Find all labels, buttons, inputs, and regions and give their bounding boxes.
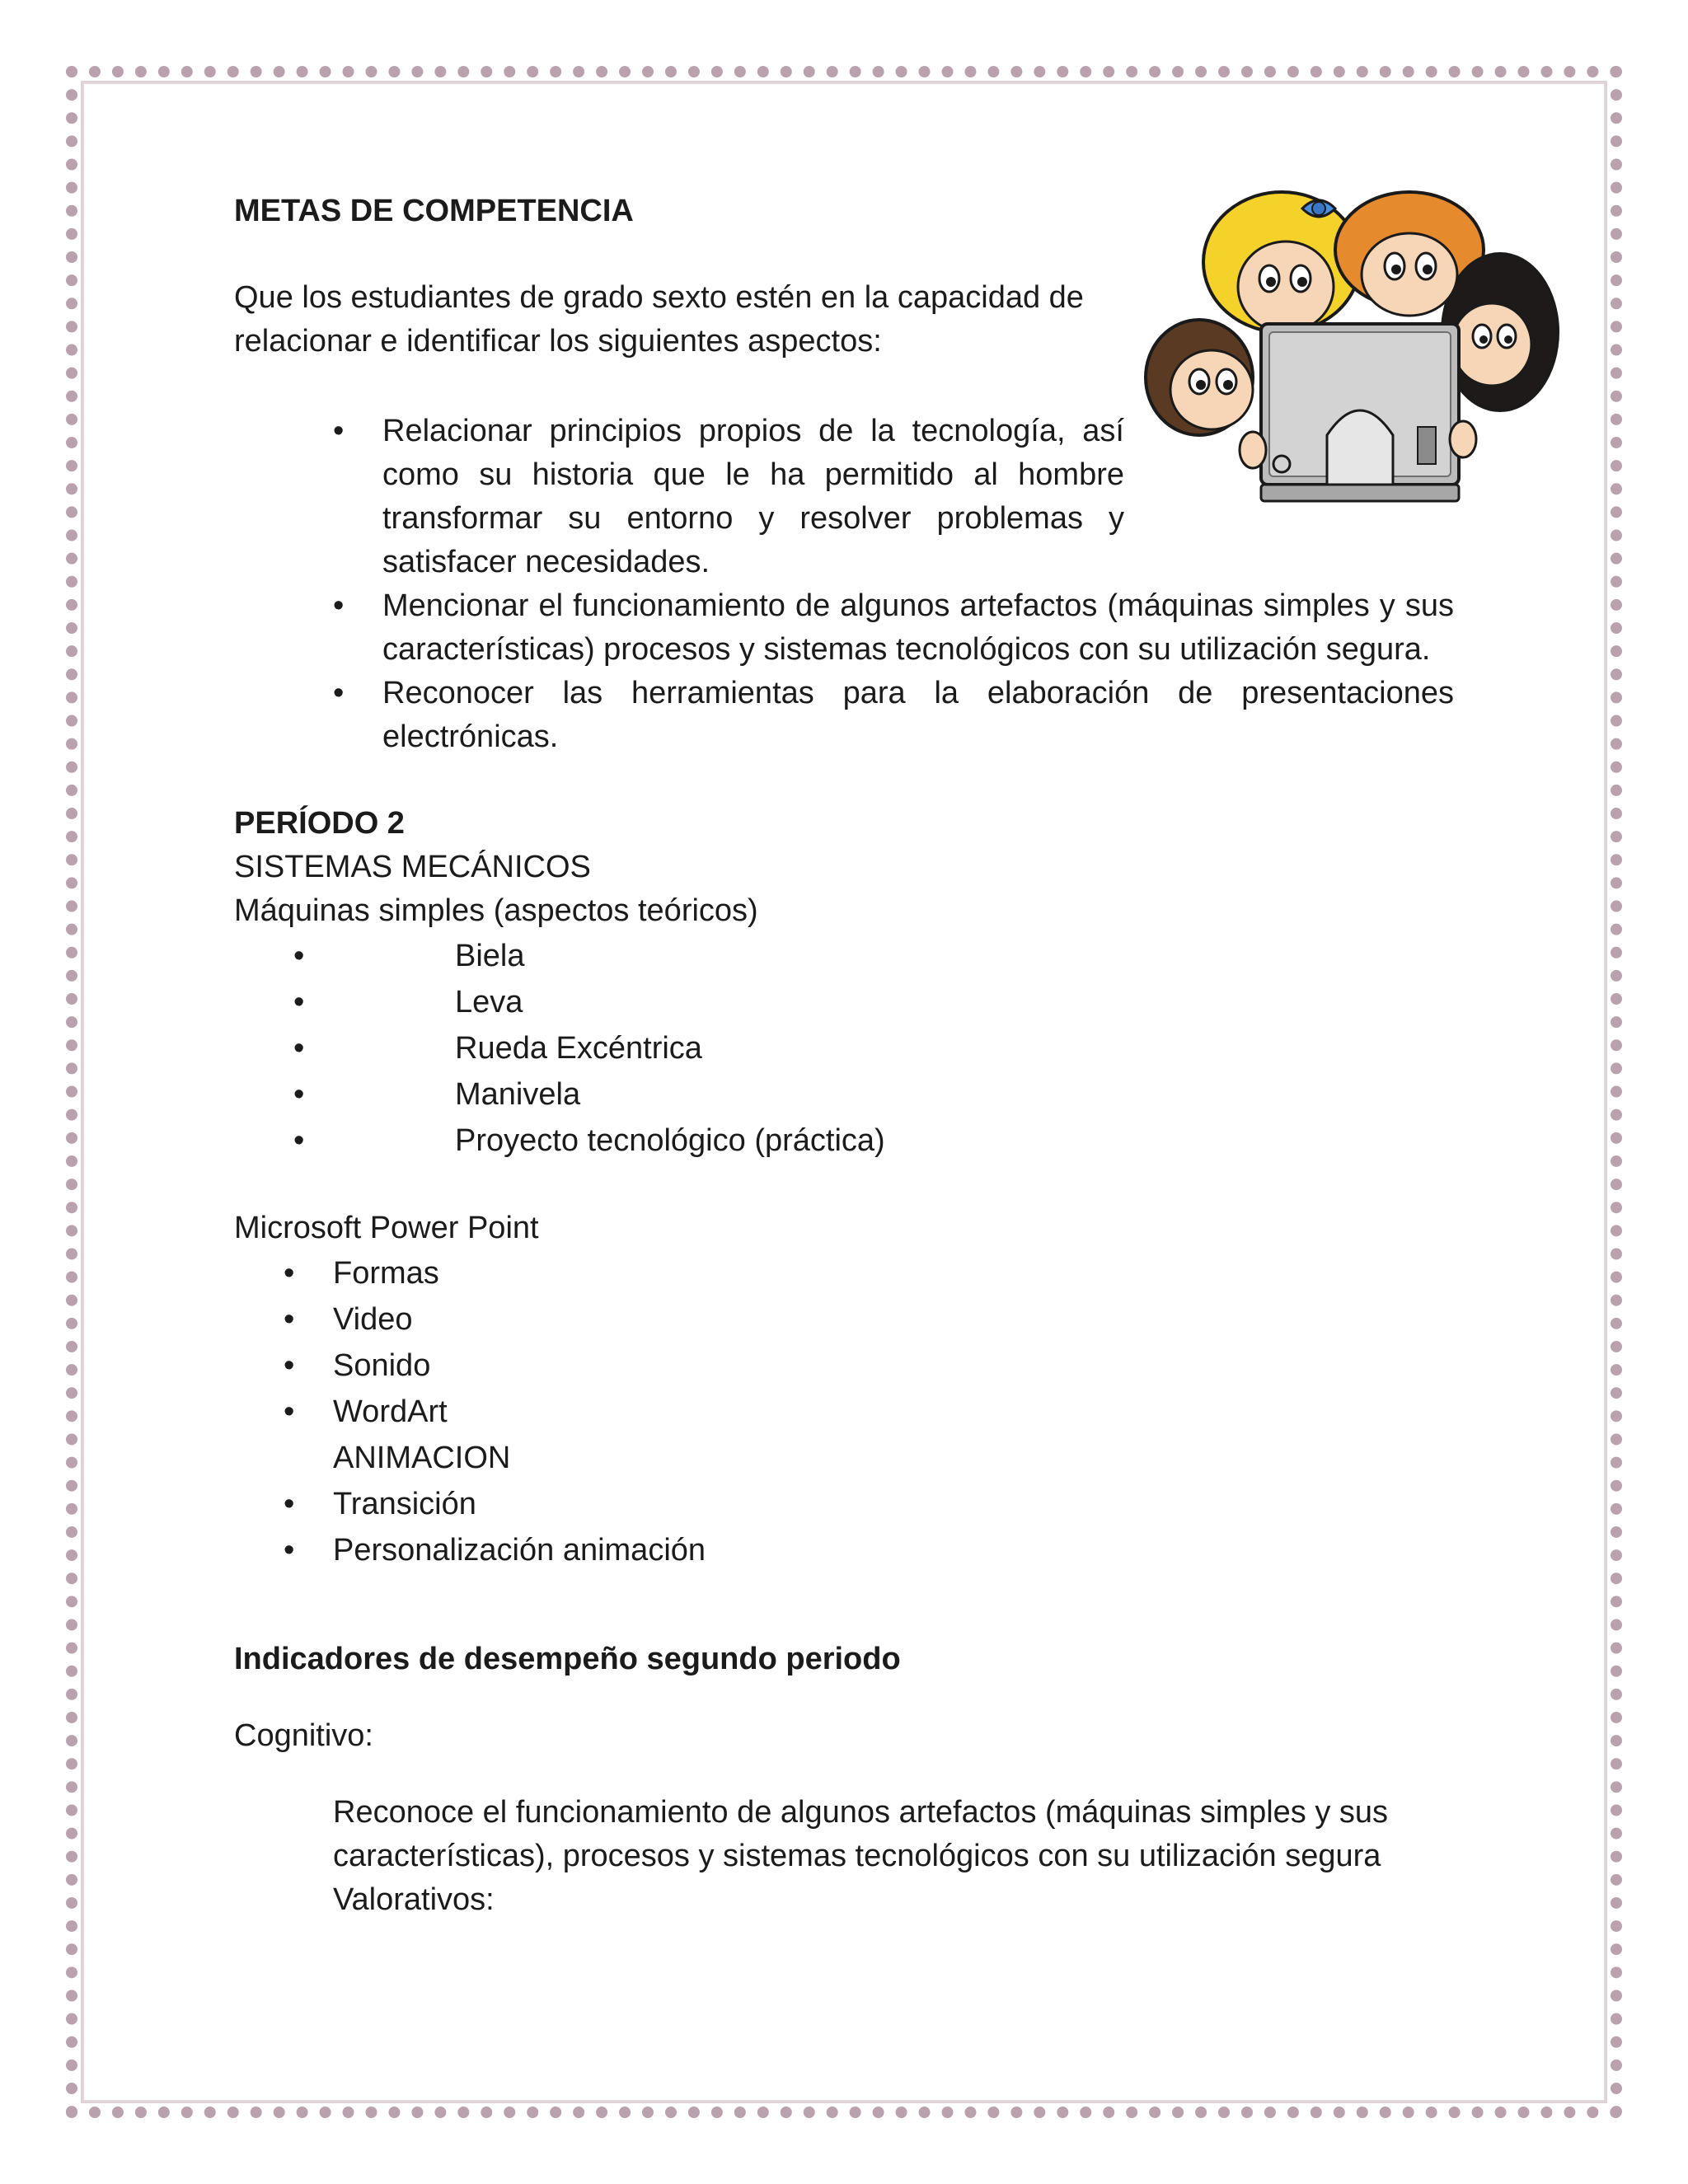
cognitive-label: Cognitivo:: [234, 1718, 373, 1753]
goal-item: • Reconocer las herramientas para la elaboración de presentaciones electrónicas.: [382, 672, 1454, 759]
page-title: METAS DE COMPETENCIA: [234, 194, 634, 228]
machine-item: • Rueda Excéntrica: [234, 1025, 1454, 1071]
powerpoint-item: • WordArt: [234, 1389, 1454, 1435]
powerpoint-item: • Sonido: [234, 1343, 1454, 1389]
machines-list: [234, 933, 1454, 1164]
cognitive-text: Reconoce el funcionamiento de algunos artefactos (máquinas simples y sus características), procesos y sistemas tecnológicos con su utilización segura: [333, 1795, 1389, 1873]
goal-item: • Mencionar el funcionamiento de algunos artefactos (máquinas simples y sus características) procesos y sistemas tecnológicos con su utilización segura.: [382, 584, 1454, 672]
animation-label: ANIMACION: [333, 1441, 511, 1475]
goal-item: • Relacionar principios propios de la tecnología, así como su historia que le ha permitido al hombre transformar su entorno y resolver problemas y satisfacer necesidades.: [382, 410, 1124, 584]
animation-item: • Transición: [234, 1481, 1454, 1527]
valorative-label: Valorativos:: [333, 1882, 495, 1917]
period-subtitle: SISTEMAS MECÁNICOS: [234, 850, 591, 884]
indicators-title: Indicadores de desempeño segundo periodo: [234, 1642, 901, 1676]
competency-goals-list: [382, 410, 1454, 759]
machine-item: • Leva: [234, 979, 1454, 1025]
machine-item: • Proyecto tecnológico (práctica): [234, 1118, 1454, 1164]
machine-item: • Biela: [234, 933, 1454, 979]
period-title: PERÍODO 2: [234, 806, 405, 841]
document-content: [234, 190, 1454, 1922]
powerpoint-item: • Video: [234, 1296, 1454, 1343]
machine-item: • Manivela: [234, 1071, 1454, 1118]
cognitive-indicator: [333, 1791, 1454, 1922]
animation-item: • Personalización animación: [234, 1527, 1454, 1573]
machines-title: Máquinas simples (aspectos teóricos): [234, 893, 758, 928]
powerpoint-list: [234, 1250, 1454, 1573]
intro-paragraph: Que los estudiantes de grado sexto estén en la capacidad de relacionar e identificar los siguientes aspectos:: [234, 280, 1084, 359]
powerpoint-item: • Formas: [234, 1250, 1454, 1296]
powerpoint-title: Microsoft Power Point: [234, 1211, 539, 1245]
